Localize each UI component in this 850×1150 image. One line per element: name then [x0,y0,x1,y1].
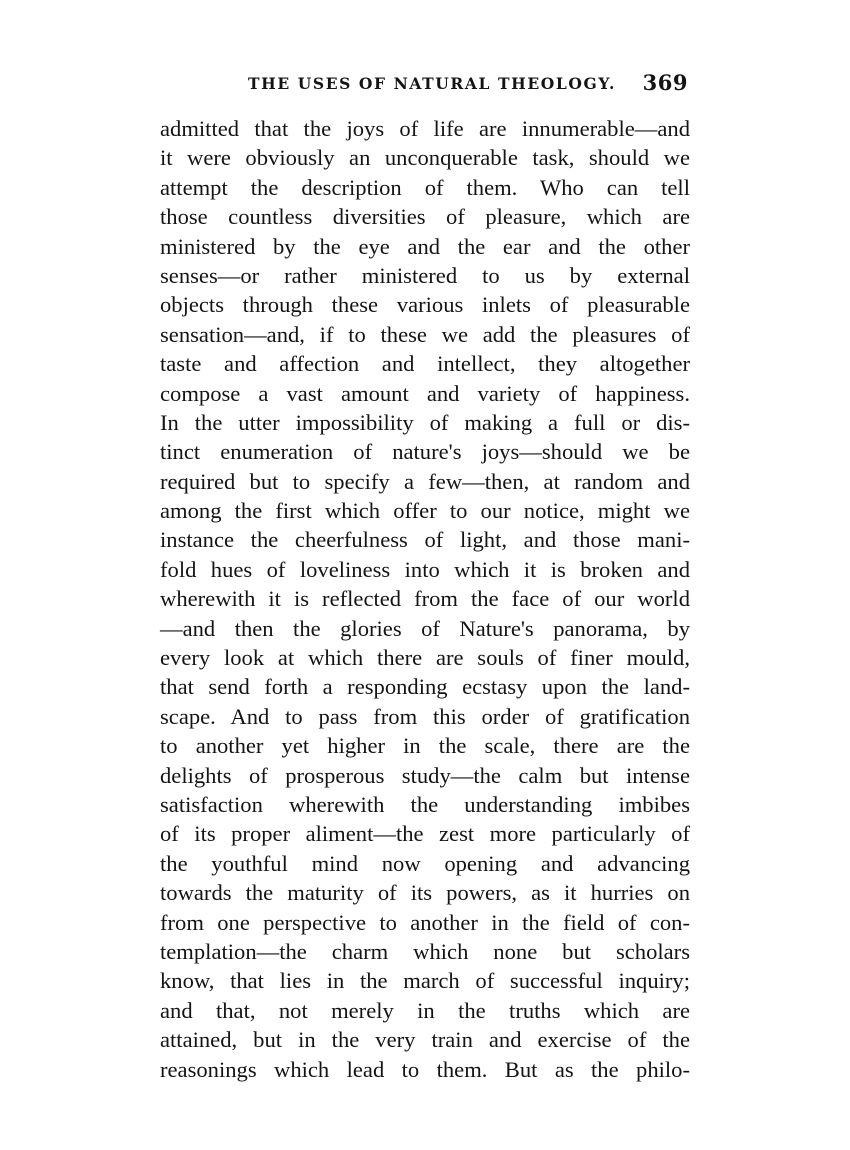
text-line: tinct enumeration of nature's joys—should we be [160,439,690,465]
text-line: of its proper aliment—the zest more particularly of [160,821,690,847]
text-line: fold hues of loveliness into which it is broken and [160,556,690,582]
text-line: among the first which offer to our notice, might we [160,498,690,524]
text-line: it were obviously an unconquerable task, should we [160,145,690,171]
text-line: satisfaction wherewith the understanding imbibes [160,791,690,817]
text-line: In the utter impossibility of making a full or dis- [160,409,690,435]
text-line: sensation—and, if to these we add the pleasures of [160,321,690,347]
text-line: scape. And to pass from this order of gratification [160,703,690,729]
text-line: senses—or rather ministered to us by external [160,262,690,288]
text-line: delights of prosperous study—the calm but intense [160,762,690,788]
text-line: to another yet higher in the scale, there are the [160,733,690,759]
text-line: towards the maturity of its powers, as it hurries on [160,880,690,906]
text-line: know, that lies in the march of successful inquiry; [160,968,690,994]
text-line: templation—the charm which none but scholars [160,938,690,964]
text-line: those countless diversities of pleasure, which are [160,204,690,230]
text-line: compose a vast amount and variety of happiness. [160,380,690,406]
text-line: the youthful mind now opening and advancing [160,850,690,876]
text-line: objects through these various inlets of pleasurable [160,292,690,318]
text-line: admitted that the joys of life are innumerable—and [160,116,690,141]
text-line: ministered by the eye and the ear and the other [160,233,690,259]
text-line: taste and affection and intellect, they altogether [160,351,690,377]
page-number: 369 [642,70,688,95]
text-line: —and then the glories of Nature's panorama, by [160,615,690,641]
text-line: reasonings which lead to them. But as the philo- [160,1056,690,1082]
running-title: THE USES OF NATURAL THEOLOGY. [248,74,617,93]
text-line: and that, not merely in the truths which are [160,997,690,1023]
text-line: instance the cheerfulness of light, and those mani- [160,527,690,553]
running-head [160,72,690,98]
text-line: attained, but in the very train and exercise of the [160,1027,690,1053]
text-line: that send forth a responding ecstasy upon the land- [160,674,690,700]
body-paragraph [160,114,690,1084]
text-line: from one perspective to another in the field of con- [160,909,690,935]
text-line: wherewith it is reflected from the face of our world [160,586,690,612]
text-line: attempt the description of them. Who can tell [160,174,690,200]
text-line: every look at which there are souls of finer mould, [160,645,690,671]
text-line: required but to specify a few—then, at random and [160,468,690,494]
